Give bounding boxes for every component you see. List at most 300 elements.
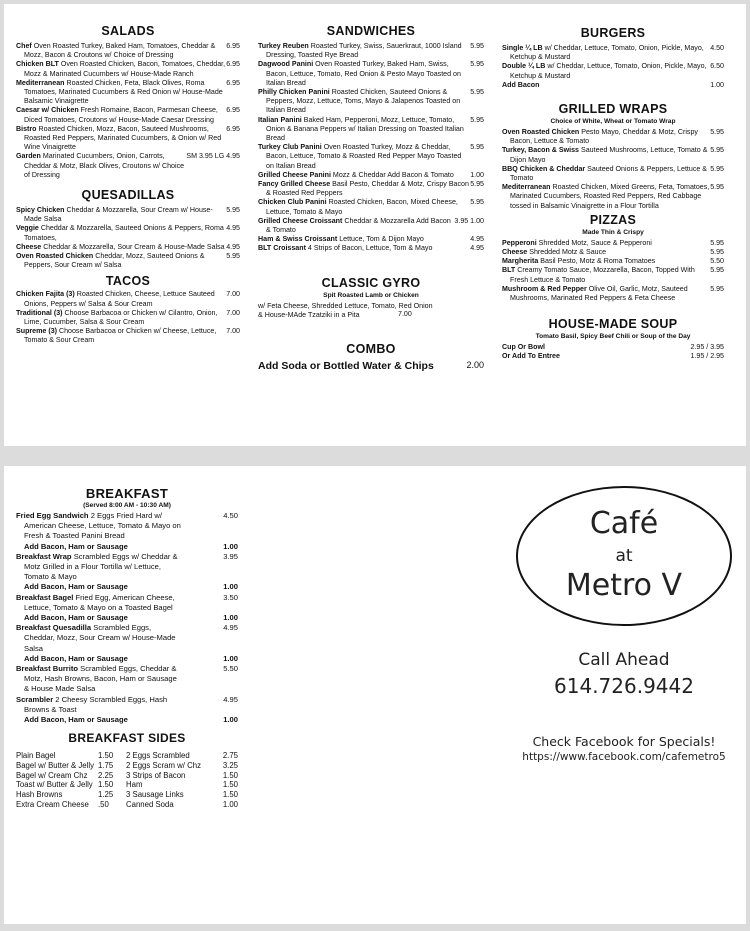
breakfast-item-price: 3.95 [223, 551, 238, 561]
menu-item [16, 79, 240, 107]
menu-item-name: BLT [502, 266, 516, 275]
menu-item [16, 309, 240, 327]
side-price: 3.25 [222, 760, 238, 770]
menu-item-description: Cheddar & Mozzarella, Sour Cream w/ House-Made Salsa [24, 206, 213, 224]
sides-row [16, 800, 238, 810]
menu-item-text [16, 152, 186, 180]
menu-item-description: Roasted Chicken, Bacon, Mixed Cheese, Lettuce, Tomato & Mayo [266, 198, 458, 216]
side-price: 1.50 [222, 770, 238, 780]
menu-item-description: Oven Roasted Turkey, Baked Ham, Tomatoes, Cheddar & Mozz, Bacon & Croutons w/ Choice of Dressing [24, 42, 216, 60]
menu-item-text [16, 206, 226, 224]
menu-item [16, 252, 240, 270]
breakfast-addon-price: 1.00 [223, 653, 238, 663]
menu-item-description: Shredded Motz, Sauce & Pepperoni [536, 238, 652, 247]
breakfast-item-price: 4.95 [223, 623, 238, 633]
menu-item-name: Grilled Cheese Croissant [258, 216, 343, 225]
menu-item-description: Shredded Motz & Sauce [527, 248, 607, 257]
menu-item-name: Cheese [16, 242, 42, 251]
menu-item-text [258, 198, 470, 216]
side-price: 1.75 [98, 760, 114, 770]
breakfast-addon-label: Add Bacon, Ham or Sausage [24, 541, 128, 551]
sandwiches-list [258, 42, 484, 254]
logo-cafe: Café [589, 506, 659, 541]
menu-item-name: Add Bacon [502, 80, 540, 89]
menu-item [502, 257, 724, 266]
sides-row [16, 761, 238, 771]
side-name: Toast w/ Butter & Jelly [16, 780, 93, 790]
menu-item-description: Sauteed Onions & Peppers, Lettuce & Tomato [510, 164, 708, 183]
menu-item-description: Lettuce, Tom & Dijon Mayo [337, 235, 424, 244]
menu-item-name: Chicken Club Panini [258, 198, 327, 207]
menu-item [16, 125, 240, 153]
menu-item-text [258, 171, 470, 180]
tacos-list [16, 290, 240, 345]
menu-item-name: Garden [16, 152, 41, 161]
menu-item-name: Supreme (3) [16, 327, 57, 336]
menu-page-back [4, 466, 746, 924]
breakfast-addon [16, 715, 238, 725]
menu-item-price: 5.95 [710, 248, 724, 257]
menu-item-description: Oven Roasted Turkey, Baked Ham, Swiss, Bacon, Lettuce, Tomato, Red Onion & Pesto Mayo Toasted on Italian Bread [266, 60, 461, 87]
menu-item [502, 62, 724, 80]
breakfast-item-text [16, 593, 223, 613]
breakfast-item-text [16, 511, 223, 542]
side-price: 1.50 [98, 751, 114, 761]
menu-item-text [258, 42, 470, 60]
menu-item-price: 5.95 [470, 60, 484, 69]
menu-item [502, 81, 724, 90]
menu-item-name: Cheese [502, 248, 528, 257]
breakfast-item-description: Fried Egg, American Cheese, Lettuce, Tomato & Mayo on a Toasted Bagel [24, 592, 175, 612]
menu-item-price: 5.95 [470, 198, 484, 207]
breakfast-item-description: 2 Cheesy Scrambled Eggs, Hash Browns & Toast [24, 694, 168, 714]
menu-item [258, 198, 484, 216]
sides-title: BREAKFAST SIDES [68, 731, 186, 746]
menu-item-price: 5.95 [710, 238, 724, 247]
menu-item-name: Bistro [16, 124, 37, 133]
menu-item-price: 6.95 [226, 42, 240, 50]
menu-item-price: 5.95 [710, 128, 724, 137]
menu-item-price: 5.95 [470, 180, 484, 189]
menu-item-text [16, 60, 226, 78]
salads-list [16, 42, 240, 180]
side-name: Hash Browns [16, 790, 63, 800]
gyro-description: w/ Feta Cheese, Shredded Lettuce, Tomato, Red Onion & House-MAde Tzatziki in a Pita [258, 301, 433, 319]
menu-item [258, 60, 484, 88]
menu-item-price: 6.95 [226, 124, 240, 133]
menu-item [502, 165, 724, 183]
menu-item-description: Sauteed Mushrooms, Lettuce, Tomato & Dijon Mayo [510, 146, 708, 164]
menu-item-description: Oven Roasted Turkey, Mozz & Cheddar, Bacon, Lettuce, Tomato & Roasted Red Pepper Mayo Toasted on Italian Bread [266, 143, 462, 170]
phone-number[interactable]: 614.726.9442 [554, 674, 694, 698]
menu-item-text [16, 327, 226, 345]
side-name: Ham [126, 780, 143, 790]
breakfast-addon-price: 1.00 [223, 541, 238, 551]
breakfast-item [16, 695, 238, 715]
menu-item-description: Choose Barbacoa or Chicken w/ Cilantro, Onion, Lime, Cucumber, Salsa & Sour Cream [24, 308, 218, 327]
breakfast-item [16, 593, 238, 613]
menu-item-price: 4.95 [470, 244, 484, 253]
menu-item-description: Basil Pesto, Cheddar & Motz, Crispy Bacon & Roasted Red Peppers [266, 180, 469, 198]
menu-item-text [258, 143, 470, 171]
breakfast-addon-price: 1.00 [223, 582, 238, 592]
menu-item-name: Traditional (3) [16, 308, 63, 317]
menu-item-text [502, 257, 710, 266]
side-name: 3 Sausage Links [126, 790, 184, 800]
menu-item-description: Roasted Chicken, Feta, Black Olives, Roma Tomatoes, Marinated Cucumbers & Red Onion w/ House-Made Balsamic Vinaigrette [24, 78, 223, 106]
menu-item [258, 88, 484, 116]
breakfast-item-text [16, 552, 223, 583]
menu-item-description: Roasted Chicken, Sauteed Onions & Peppers, Mozz, Lettuce, Toms, Mayo & Jalapenos Toasted on Italian Bread [266, 88, 461, 115]
menu-item-text [258, 180, 470, 198]
menu-item-name: Single ¼ LB [502, 44, 543, 52]
combo-item [258, 360, 484, 372]
side-price: 1.25 [98, 790, 114, 800]
breakfast-item [16, 664, 238, 695]
breakfast-column [16, 466, 238, 809]
menu-item-price: 5.95 [226, 206, 240, 215]
menu-item-name: Mediterranean [502, 183, 551, 192]
menu-item-price: 5.50 [710, 257, 724, 266]
menu-item [16, 60, 240, 78]
menu-item-price: 5.95 [710, 146, 724, 155]
menu-item-price: 7.00 [226, 327, 240, 336]
pizzas-subtitle: Made Thin & Crispy [582, 228, 644, 236]
combo-text: Add Soda or Bottled Water & Chips [258, 360, 434, 373]
menu-item-text [258, 60, 470, 88]
breakfast-item-name: Scrambler [16, 694, 54, 704]
menu-item-name: Philly Chicken Panini [258, 88, 330, 97]
menu-item-text [258, 244, 470, 253]
breakfast-item-price: 3.50 [223, 592, 238, 602]
menu-item-name: Chicken Fajita (3) [16, 290, 75, 299]
menu-item [16, 290, 240, 308]
soup-item-cup: Cup Or Bowl 2.95 / 3.95 [502, 343, 724, 352]
menu-item [502, 285, 724, 303]
menu-item-text [502, 239, 710, 248]
menu-item-description: Cheddar & Mozzarella, Sauteed Onions & Peppers, Roma Tomatoes, [24, 224, 224, 242]
breakfast-addon-label: Add Bacon, Ham or Sausage [24, 653, 128, 663]
menu-item-description: Olive Oil, Garlic, Motz, Sauteed Mushrooms, Marinated Red Peppers & Feta Cheese [510, 284, 688, 303]
breakfast-item [16, 511, 238, 542]
breakfast-item-price: 5.50 [223, 664, 238, 674]
menu-item-text [16, 224, 226, 242]
menu-item-name: Chef [16, 42, 32, 50]
combo-price: 2.00 [466, 360, 484, 371]
menu-item-text [258, 88, 470, 116]
salads-title: SALADS [101, 24, 155, 38]
menu-item-text [16, 79, 226, 107]
side-name: Bagel w/ Butter & Jelly [16, 760, 95, 770]
breakfast-hours: (Served 8:00 AM - 10:30 AM) [83, 502, 171, 509]
menu-item [16, 206, 240, 224]
menu-item-description: 4 Strips of Bacon, Lettuce, Tom & Mayo [305, 244, 433, 253]
menu-item-text [16, 42, 226, 60]
menu-item [258, 180, 484, 198]
menu-item-description: Oven Roasted Chicken, Bacon, Tomatoes, Cheddar, Mozz & Marinated Cucumbers w/ House-Made Ranch [24, 60, 226, 78]
menu-item-text [258, 116, 470, 144]
menu-item-price: 7.00 [226, 308, 240, 317]
menu-item-description: w/ Cheddar, Lettuce, Tomato, Onion, Pickle, Mayo, Ketchup & Mustard [510, 62, 707, 80]
wraps-title: GRILLED WRAPS [558, 102, 668, 117]
menu-item [502, 239, 724, 248]
breakfast-item [16, 623, 238, 654]
soup-title: HOUSE-MADE SOUP [548, 317, 678, 332]
menu-item [258, 217, 484, 235]
breakfast-item-name: Fried Egg Sandwich [16, 511, 89, 520]
menu-item-price: 4.95 [226, 224, 240, 233]
right-column [502, 4, 724, 362]
menu-item [502, 266, 724, 284]
menu-item [16, 152, 240, 180]
breakfast-addon-label: Add Bacon, Ham or Sausage [24, 613, 128, 623]
menu-item-name: Oven Roasted Chicken [502, 128, 580, 137]
menu-item-text [502, 248, 710, 257]
cafe-logo [516, 486, 732, 626]
menu-item-price: 5.95 [470, 115, 484, 124]
menu-item-price: 5.95 [226, 252, 240, 261]
menu-item-price: 5.95 [710, 266, 724, 275]
pizzas-title: PIZZAS [589, 212, 637, 227]
menu-item-price: 5.95 [470, 143, 484, 152]
tacos-title: TACOS [105, 274, 151, 289]
breakfast-addon [16, 613, 238, 623]
menu-item-text [502, 44, 710, 62]
menu-item-description: Marinated Cucumbers, Onion, Carrots, Cheddar & Motz, Black Olives, Croutons w/ Choice of Dressing [24, 152, 185, 179]
menu-item-description: Pesto Mayo, Cheddar & Motz, Crispy Bacon, Lettuce & Tomato [510, 128, 698, 146]
menu-item [258, 143, 484, 171]
menu-item-description: Roasted Chicken, Cheese, Lettuce Sauteed Onions, Peppers w/ Salsa & Sour Cream [24, 290, 215, 308]
menu-item [258, 42, 484, 60]
burgers-title: BURGERS [580, 26, 646, 40]
breakfast-addon-label: Add Bacon, Ham or Sausage [24, 715, 128, 725]
breakfast-addon [16, 654, 238, 664]
menu-item-name: Pepperoni [502, 238, 537, 247]
side-name: 3 Strips of Bacon [126, 770, 186, 780]
combo-title: COMBO [346, 342, 396, 357]
menu-item-name: Oven Roasted Chicken [16, 252, 94, 261]
quesadillas-list [16, 206, 240, 270]
logo-metro: Metro V [565, 568, 683, 603]
menu-page-front [4, 4, 746, 446]
menu-item-price: 6.95 [226, 60, 240, 69]
breakfast-addon-price: 1.00 [223, 715, 238, 725]
side-name: Plain Bagel [16, 751, 56, 761]
menu-item-price: 7.00 [226, 290, 240, 299]
side-price: 2.75 [222, 751, 238, 761]
side-price: 1.50 [222, 790, 238, 800]
side-price: 1.50 [222, 780, 238, 790]
side-name: Canned Soda [126, 799, 174, 809]
breakfast-item-text [16, 695, 223, 715]
menu-item [258, 244, 484, 253]
menu-item-text [16, 243, 226, 252]
breakfast-list [16, 511, 238, 725]
middle-column [258, 4, 484, 372]
sides-row [16, 771, 238, 781]
sides-table [16, 751, 238, 809]
menu-item-text [258, 217, 454, 235]
menu-item-description: Roasted Turkey, Swiss, Sauerkraut, 1000 Island Dressing, Toasted Rye Bread [266, 42, 462, 60]
menu-item-text [502, 266, 710, 284]
menu-item-price: 6.95 [226, 106, 240, 115]
side-price: 2.25 [98, 770, 114, 780]
breakfast-title: BREAKFAST [85, 486, 169, 501]
soup-list [502, 343, 724, 361]
wraps-list [502, 128, 724, 211]
menu-item-text [502, 165, 710, 183]
menu-item-price: 4.95 [470, 235, 484, 244]
menu-item-description: Cheddar, Mozz, Sauteed Onions & Peppers, Sour Cream w/ Salsa [24, 252, 205, 270]
burgers-list [502, 44, 724, 90]
sides-row [16, 790, 238, 800]
menu-item-name: Turkey Club Panini [258, 143, 322, 152]
breakfast-item-description: Scrambled Eggs w/ Cheddar & Motz Grilled in a Flour Tortilla w/ Lettuce, Tomato & Mayo [24, 551, 178, 582]
menu-item-text [502, 146, 710, 164]
sandwiches-title: SANDWICHES [326, 24, 416, 38]
side-name: Bagel w/ Cream Chz [16, 770, 88, 780]
menu-item-name: BLT Croissant [258, 244, 306, 253]
menu-item [502, 248, 724, 257]
menu-item [258, 171, 484, 180]
menu-item-price: 6.95 [226, 78, 240, 87]
side-name: 2 Eggs Scrambled [126, 751, 190, 761]
menu-item-description: Choose Barbacoa or Chicken w/ Cheese, Lettuce, Tomato & Sour Cream [24, 327, 217, 345]
gyro-subtitle: Spit Roasted Lamb or Chicken [323, 291, 419, 299]
menu-item-text [502, 128, 710, 146]
menu-item-name: Turkey Reuben [258, 42, 309, 50]
menu-item-text [16, 290, 226, 308]
logo-at: at [615, 546, 633, 566]
menu-item-name: Veggie [16, 224, 39, 233]
facebook-link[interactable]: https://www.facebook.com/cafemetro5 [522, 751, 726, 763]
menu-item-text [258, 235, 470, 244]
breakfast-item [16, 552, 238, 583]
side-name: Extra Cream Cheese [16, 799, 89, 809]
breakfast-item-price: 4.50 [223, 511, 238, 520]
menu-item-name: Fancy Grilled Cheese [258, 180, 331, 189]
soup-item-entree: Or Add To Entree 1.95 / 2.95 [502, 352, 724, 361]
menu-item [16, 106, 240, 124]
menu-item-description: Baked Ham, Pepperoni, Mozz, Lettuce, Tomato, Onion & Banana Peppers w/ Italian Dressing on Toasted Italian Bread [266, 115, 464, 143]
breakfast-addon-price: 1.00 [223, 613, 238, 623]
menu-item-name: Dagwood Panini [258, 60, 314, 69]
sides-row [16, 751, 238, 761]
breakfast-addon [16, 542, 238, 552]
menu-item [16, 42, 240, 60]
menu-item-description: Basil Pesto, Motz & Roma Tomatoes [538, 257, 656, 266]
breakfast-item-name: Breakfast Quesadilla [16, 623, 92, 633]
menu-item-name: Mushroom & Red Pepper [502, 284, 587, 293]
menu-item [16, 243, 240, 252]
menu-item-text [16, 309, 226, 327]
menu-item-price: SM 3.95 LG 4.95 [186, 152, 240, 161]
menu-item-price: 4.50 [710, 44, 724, 52]
menu-item-price: 5.95 [710, 284, 724, 293]
breakfast-item-description: 2 Eggs Fried Hard w/ American Cheese, Lettuce, Tomato & Mayo on Fresh & Toasted Panini Bread [24, 511, 181, 541]
menu-item-price: 1.00 [470, 170, 484, 179]
menu-item-price: 5.95 [470, 42, 484, 50]
menu-item-text [502, 285, 710, 303]
facebook-label: Check Facebook for Specials! [532, 734, 716, 749]
gyro-title: CLASSIC GYRO [321, 275, 421, 290]
menu-item-name: Double ¼ LB [502, 62, 546, 71]
menu-item [16, 224, 240, 242]
side-price: 1.00 [222, 799, 238, 809]
menu-item-name: Mediterranean [16, 78, 65, 87]
call-ahead-label: Call Ahead [578, 650, 670, 670]
side-name: 2 Eggs Scram w/ Chz [126, 760, 201, 770]
menu-item-price: 4.95 [226, 242, 240, 251]
menu-item [16, 327, 240, 345]
menu-item-description: Mozz & Cheddar Add Bacon & Tomato [330, 170, 454, 179]
breakfast-item-name: Breakfast Burrito [16, 664, 79, 674]
menu-item-description: Roasted Chicken, Mixed Greens, Feta, Tomatoes, Marinated Cucumbers, Roasted Red Peppers, Red Cabbage tossed in Balsamic Vinaigrette in a Flour Tortilla [510, 183, 710, 210]
menu-item-name: Grilled Cheese Panini [258, 170, 331, 179]
menu-item-description: Roasted Chicken, Mozz, Bacon, Sauteed Mushrooms, Roasted Red Peppers, Marinated Cucumbers, & Onion w/ Red Wine Vinaigrette [24, 124, 222, 152]
menu-item-text [16, 252, 226, 270]
breakfast-item-description: Scrambled Eggs, Cheddar & Motz, Hash Browns, Bacon, Ham or Sausage & House Made Salsa [24, 664, 177, 694]
breakfast-item-text [16, 623, 223, 654]
menu-item [258, 235, 484, 244]
menu-item-name: Spicy Chicken [16, 206, 65, 215]
menu-item [258, 116, 484, 144]
menu-item-name: Italian Panini [258, 115, 302, 124]
sides-row [16, 780, 238, 790]
menu-item-text [16, 125, 226, 153]
menu-item-description: Cheddar & Mozzarella, Sour Cream & House-Made Salsa [41, 242, 225, 251]
breakfast-item-price: 4.95 [223, 694, 238, 704]
breakfast-item-name: Breakfast Wrap [16, 551, 72, 561]
menu-item-price: 5.95 [710, 164, 724, 173]
wraps-subtitle: Choice of White, Wheat or Tomato Wrap [550, 118, 676, 126]
side-price: .50 [98, 799, 109, 809]
menu-item-text [502, 183, 710, 211]
menu-item [502, 128, 724, 146]
menu-item-name: Caesar w/ Chicken [16, 106, 79, 115]
side-price: 1.50 [98, 780, 114, 790]
menu-item-name: Turkey, Bacon & Swiss [502, 146, 580, 155]
menu-item-name: Margherita [502, 257, 539, 266]
menu-item-name: Ham & Swiss Croissant [258, 235, 338, 244]
breakfast-addon-label: Add Bacon, Ham or Sausage [24, 582, 128, 592]
menu-item-text [16, 106, 226, 124]
breakfast-item-text [16, 664, 223, 695]
menu-item [502, 44, 724, 62]
left-column [16, 4, 240, 346]
menu-item-description: w/ Cheddar, Lettuce, Tomato, Onion, Pickle, Mayo, Ketchup & Mustard [510, 44, 704, 62]
menu-item-description: Cheddar & Mozzarella Add Bacon & Tomato [266, 216, 451, 235]
menu-item [502, 146, 724, 164]
menu-item-text [502, 62, 710, 80]
quesadillas-title: QUESADILLAS [81, 188, 175, 203]
menu-item-description: Fresh Romaine, Bacon, Parmesan Cheese, Diced Tomatoes, Croutons w/ House-Made Caesar Dressing [24, 106, 218, 124]
gyro-price: 7.00 [398, 310, 412, 319]
breakfast-item-name: Breakfast Bagel [16, 592, 74, 602]
pizzas-list [502, 239, 724, 303]
breakfast-addon [16, 582, 238, 592]
menu-item-price: 5.95 [470, 88, 484, 97]
menu-item-name: BBQ Chicken & Cheddar [502, 164, 586, 173]
menu-item-price: 1.00 [710, 80, 724, 89]
menu-item-description: Creamy Tomato Sauce, Mozzarella, Bacon, Topped With Fresh Lettuce & Tomato [510, 266, 695, 284]
breakfast-item-description: Scrambled Eggs, Cheddar, Mozz, Sour Cream w/ House-Made Salsa [24, 623, 176, 653]
menu-item-price: 3.95 1.00 [454, 216, 484, 225]
menu-item-price: 6.50 [710, 62, 724, 71]
menu-item-price: 5.95 [710, 183, 724, 192]
soup-subtitle: Tomato Basil, Spicy Beef Chili or Soup of the Day [535, 333, 691, 341]
menu-item [502, 183, 724, 211]
